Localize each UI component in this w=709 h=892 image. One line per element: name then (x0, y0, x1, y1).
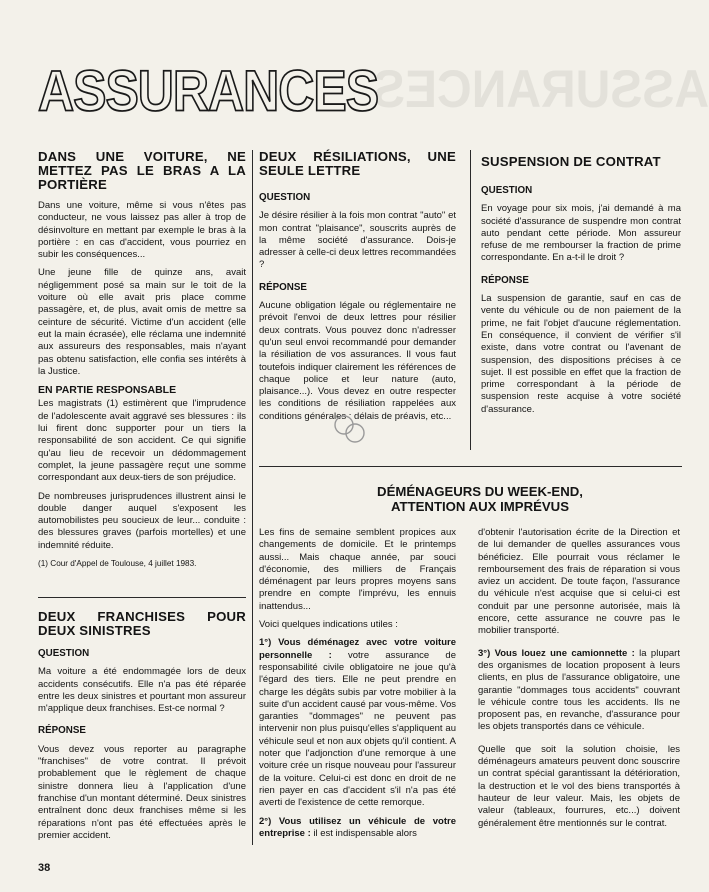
item-lead: 1°) Vous déménagez avec votre voiture personnelle : (259, 637, 456, 661)
question-label: QUESTION (481, 185, 533, 196)
answer-label: RÉPONSE (259, 281, 307, 293)
numbered-item (478, 648, 680, 734)
bleed-through-text: ASSURANCES (372, 60, 709, 119)
column-divider (470, 150, 471, 450)
subheading: EN PARTIE RESPONSABLE (38, 384, 177, 397)
question-text: Je désire résilier à la fois mon contrat "auto" et mon contrat "plaisance", souscrits auprès de la même société d'assurance. Dois-je adresser à celle-ci deux lettres recommandées ? (259, 210, 456, 271)
paragraph: d'obtenir l'autorisation écrite de la Direction et de lui demander de quelles assurances vous bénéficiez. Elle pourrait vous réclamer le remboursement des frais de réparation si vous aviez un accident. De toute façon, l'assurance du véhicule n'est acquise que si celui-ci est conduit par une personne autorisée, mais là encore, cette assurance ne couvre pas le mobilier transporté. (478, 527, 680, 637)
column-divider (252, 150, 253, 845)
answer-text: Vous devez vous reporter au paragraphe "franchises" de votre contrat. Il prévoit probablement que le règlement de chaque sinistre donnera lieu à l'application d'une franchise d'un montant déterminé. Deux sinistres entraînent donc deux franchises même si les réparations n'ont pas été effectuées après le premier accident. (38, 743, 246, 841)
title-line: DÉMÉNAGEURS DU WEEK-END, (377, 484, 583, 499)
article-title: DEUX RÉSILIATIONS, UNE SEULE LETTRE (259, 149, 456, 178)
paragraph: Une jeune fille de quinze ans, avait négligemment posé sa main sur le toit de la voiture où elle avait pris place comme passagère, et, de plus, avait omis de mettre sa ceinture de sécurité. Victime d'un accident (elle eut la main écrasée), elle réclama une indemnité aux assureurs des responsables, mais n'ayant pas obtenu satisfaction, elle confia ses intérêts à la Justice. (38, 267, 246, 377)
moving-article-right (478, 527, 680, 836)
question-text: En voyage pour six mois, j'ai demandé à ma société d'assurance de suspendre mon contrat auto pendant cette période. Mon assureur refuse de me rembourser la fraction de prime correspondante. En a-t-il le droit ? (481, 203, 681, 264)
paragraph: Voici quelques indications utiles : (259, 619, 398, 631)
jp-stamp-icon (332, 411, 366, 445)
answer-text: La suspension de garantie, sauf en cas de vente du véhicule ou de non paiement de la prime, ne fait l'objet d'aucune réglementation. En conséquence, il convient de vérifier s'il existe, dans votre contrat ou l'avenant de suspension, des dispositions précises à ce sujet. Il est possible en effet que la fraction de prime correspondant à la période de suspension reste acquise à votre société d'assurance. (481, 293, 681, 415)
paragraph: Dans une voiture, même si vous n'êtes pas conducteur, ne vous laissez pas aller à trop de désinvolture en mettant par exemple le bras à la portière : en cas d'accident, vous pourriez en subir les conséquences... (38, 200, 246, 261)
item-lead: 2°) Vous utilisez un véhicule de votre entreprise : (259, 815, 456, 839)
question-label: QUESTION (259, 192, 311, 203)
question-label: QUESTION (38, 648, 90, 659)
numbered-item (259, 816, 456, 841)
article-arm-out-window (38, 150, 246, 570)
item-text: la plupart des organismes de location proposent à leurs clients, en plus de l'assurance obligatoire, une garantie "dommages tous accidents" couvrant le véhicule contre tous les accidents. Ils ne proposent pas, en revanche, d'assurance pour les objets transportés dans ce véhicule. (478, 647, 680, 733)
masthead-title: ASSURANCES (38, 58, 379, 123)
footnote: (1) Cour d'Appel de Toulouse, 4 juillet 1983. (38, 559, 197, 569)
page-number: 38 (38, 862, 51, 874)
article-title: SUSPENSION DE CONTRAT (481, 154, 661, 169)
title-line: ATTENTION AUX IMPRÉVUS (390, 499, 570, 514)
answer-label: RÉPONSE (38, 725, 86, 737)
answer-text: Aucune obligation légale ou réglementaire ne prévoit l'envoi de deux lettres pour résilier deux contrats. Vous pouvez donc n'adresser qu'un seul envoi recommandé pour demander la résiliation de vos assurances. Il vous faut toutefois indiquer clairement les références de chaque police et leur nature (auto, plaisance...). Vous devez en outre respecter les conditions de résiliation rappelées aux conditions générales : délais de préavis, etc... (259, 300, 456, 422)
article-contract-suspension (481, 155, 681, 422)
article-two-cancellations (259, 150, 456, 429)
moving-article-left (259, 527, 456, 846)
paragraph: Quelle que soit la solution choisie, les déménageurs amateurs peuvent donc souscrire un contrat spécial garantissant la détérioration, la destruction et le vol des biens transportés à hauteur de leur valeur. Mais, les objets de valeur (tableaux, fourrures, etc...) doivent généralement être mentionnés sur le contrat. (478, 743, 680, 829)
question-text: Ma voiture a été endommagée lors de deux accidents consécutifs. Elle n'a pas été réparée entre les deux sinistres et pourtant mon assureur m'applique deux franchises. Est-ce normal ? (38, 666, 246, 715)
numbered-item (259, 637, 456, 809)
item-text: votre assurance de responsabilité civile obligatoire ne joue qu'à l'égard des tiers. Elle ne peut prendre en charge les dégâts subis par votre mobilier à la suite d'un accident causé par vous-même. Vos garanties "dommages" ne peuvent pas intervenir non plus puisqu'elles s'appliquent au véhicule seul et non aux objets qu'il contient. A noter que l'adjonction d'une remorque à une voiture crée un risque nouveau pour l'assureur de la voiture. Celui-ci est donc en droit de ne rien payer en cas d'accident s'il n'a pas été averti de l'existence de cette remorque. (259, 649, 456, 809)
paragraph: De nombreuses jurisprudences illustrent ainsi le double danger auquel s'exposent les automobilistes peu soucieux de leur... conduite : des blessures graves (parfois mortelles) et une indemnité réduite. (38, 490, 246, 551)
article-title-moving (260, 484, 700, 514)
paragraph: Les magistrats (1) estimèrent que l'imprudence de l'adolescente avait aggravé ses blessures : ils lui firent donc supporter pour un tiers la responsabilité de son accident. Ce qui signifie qu'au lieu de recevoir un dédommagement complet, la jeune passagère reçut une somme correspondant aux deux-tiers de son préjudice. (38, 398, 246, 484)
paragraph: Les fins de semaine semblent propices aux changements de domicile. Et le printemps aussi... Mais chaque année, par souci d'économie, des milliers de Français déménagent par leurs propres moyens sans prendre en compte l'imprévu, les ennuis inattendus... (259, 527, 456, 612)
section-divider (259, 466, 682, 467)
answer-label: RÉPONSE (481, 274, 529, 286)
section-divider (38, 597, 246, 598)
article-title: DANS UNE VOITURE, NE METTEZ PAS LE BRAS A LA PORTIÈRE (38, 149, 246, 192)
article-two-deductibles (38, 610, 246, 848)
article-title: DEUX FRANCHISES POUR DEUX SINISTRES (38, 609, 246, 638)
item-lead: 3°) Vous louez une camionnette : (478, 647, 635, 659)
item-text: il est indispensable alors (310, 827, 417, 839)
